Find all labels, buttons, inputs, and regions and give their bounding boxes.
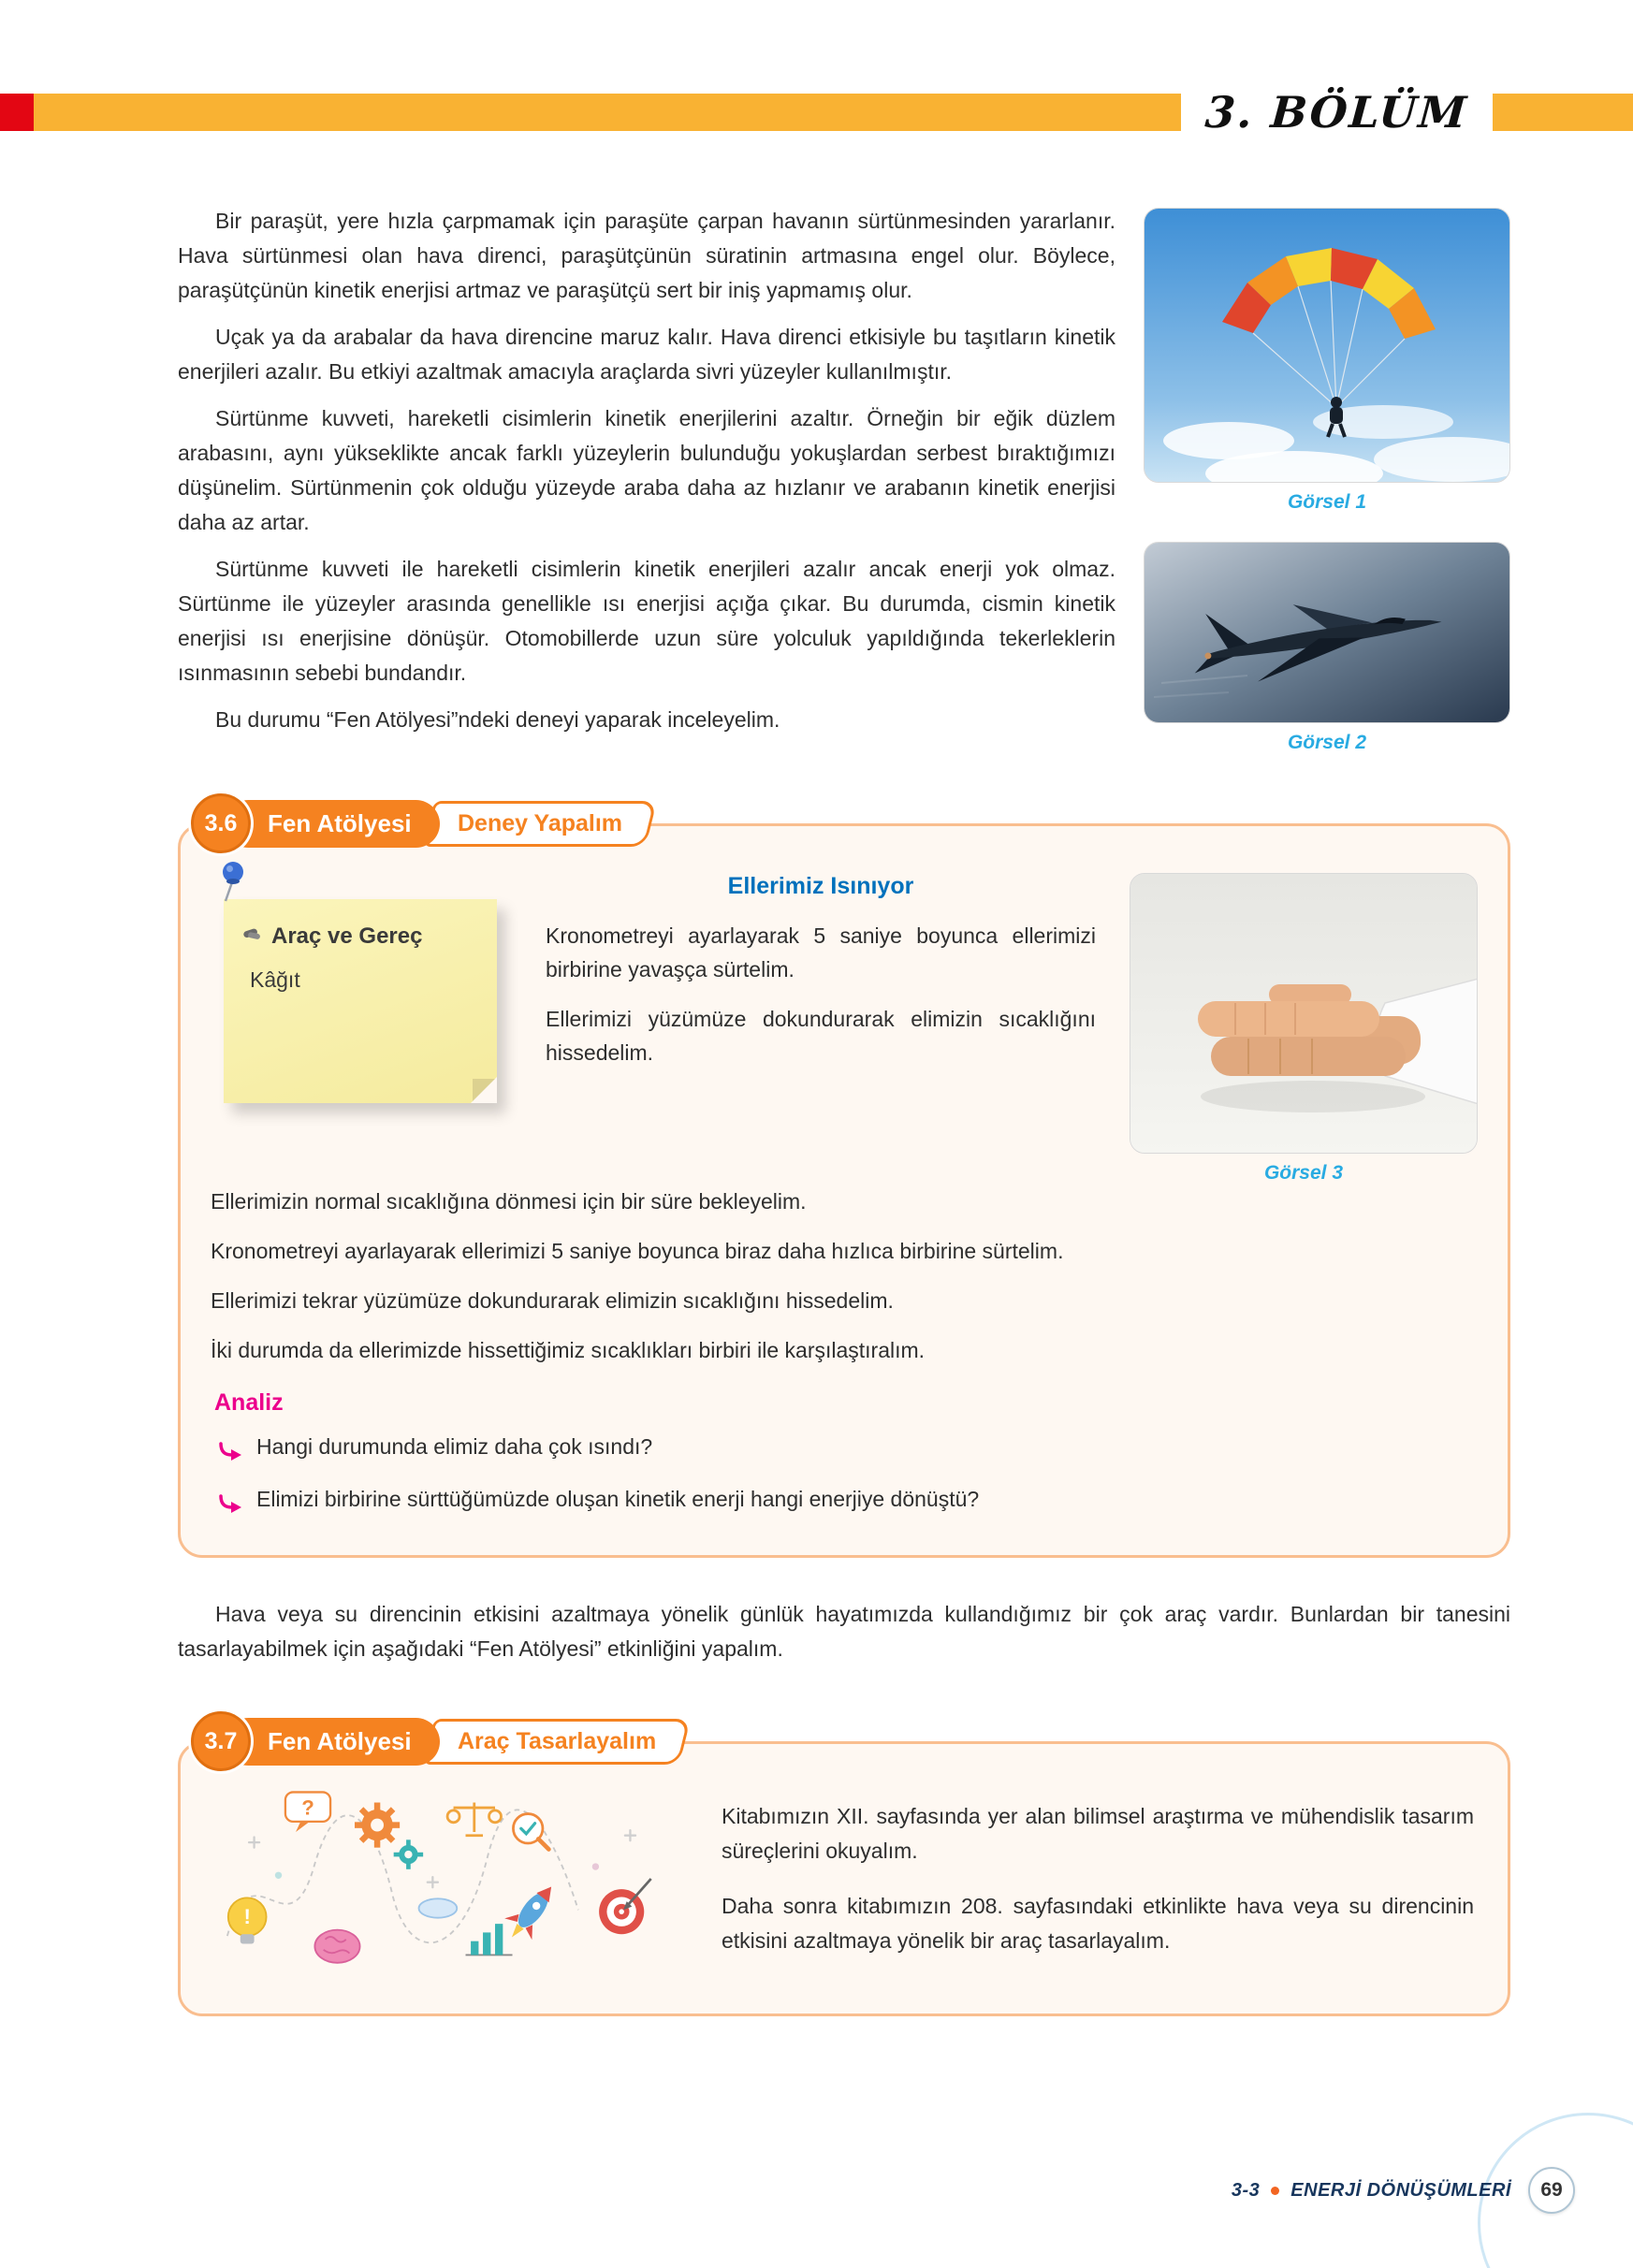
svg-text:!: ! <box>243 1905 251 1929</box>
footer-section-code: 3-3 <box>1231 2179 1261 2201</box>
figure-column <box>1144 208 1510 782</box>
activity-3-6-top-row <box>211 873 1478 1185</box>
curved-arrow-icon <box>218 1437 242 1469</box>
activity-3-7 <box>178 1713 1510 2016</box>
activity-3-7-paragraph: Daha sonra kitabımızın 208. sayfasındaki etkinlikte hava veya su direncinin etkisini azaltmaya yönelik bir araç tasarlayalım. <box>722 1894 1474 1953</box>
activity-number-badge: 3.6 <box>191 793 251 853</box>
experiment-title: Ellerimiz Isınıyor <box>727 873 914 899</box>
red-accent-block <box>0 94 34 131</box>
jet-photo <box>1144 542 1510 723</box>
activity-subtitle-label: Deney Yapalım <box>457 809 622 836</box>
analysis-question-text: Elimizi birbirine sürttüğümüzde oluşan kinetik enerji hangi enerjiye dönüştü? <box>256 1487 980 1511</box>
page-footer <box>1232 2167 1575 2214</box>
footer-section-title: ENERJİ DÖNÜŞÜMLERİ <box>1290 2179 1511 2201</box>
activity-3-7-text <box>722 1799 1474 1958</box>
materials-sticky-note <box>224 899 497 1103</box>
chapter-header <box>0 87 1633 138</box>
svg-text:?: ? <box>301 1796 314 1820</box>
materials-heading: Araç ve Gereç <box>271 923 423 949</box>
analysis-question <box>218 1431 1478 1469</box>
activity-number-badge: 3.7 <box>191 1711 251 1771</box>
material-item: Kâğıt <box>250 967 300 992</box>
footer-bullet-dot <box>1271 2187 1279 2195</box>
figure-2-caption: Görsel 2 <box>1287 732 1367 753</box>
bridge-paragraph: Hava veya su direncinin etkisini azaltmaya yönelik günlük hayatımızda kullandığımız bir çok araç vardır. Bunlardan bir tanesini tasarlayabilmek için aşağıdaki “Fen Atölyesi” etkinliğini yapalım. <box>178 1602 1510 1661</box>
experiment-step: Ellerimizi tekrar yüzümüze dokundurarak elimizin sıcaklığını hissedelim. <box>211 1288 894 1313</box>
experiment-step: Ellerimizin normal sıcaklığına dönmesi için bir süre bekleyelim. <box>211 1189 807 1214</box>
activity-3-7-paragraph: Kitabımızın XII. sayfasında yer alan bilimsel araştırma ve mühendislik tasarım süreçlerini okuyalım. <box>722 1804 1474 1863</box>
design-process-illustration <box>214 1780 682 1978</box>
experiment-step: İki durumda da ellerimizde hissettiğimiz sıcaklıkları birbiri ile karşılaştıralım. <box>211 1338 926 1362</box>
analysis-question-text: Hangi durumunda elimiz daha çok ısındı? <box>256 1434 653 1459</box>
materials-heading-row <box>241 922 480 951</box>
activity-title-pill: Fen Atölyesi <box>225 800 440 848</box>
activity-3-7-box <box>178 1741 1510 2016</box>
figure-1 <box>1144 208 1510 514</box>
pushpin-icon <box>216 860 250 908</box>
paragraph-3: Sürtünme kuvveti, hareketli cisimlerin kinetik enerjilerini azaltır. Örneğin bir eğik düzlem arabasını, aynı yükseklikte ancak farklı yüzeylerin bulunduğu yokuşlardan serbest bıraktığımızı düşünelim. Sürtünmenin çok olduğu yüzeyde araba daha az hızlanır ve arabanın kinetik enerjisi daha az artar. <box>178 406 1115 534</box>
paragraph-4: Sürtünme kuvveti ile hareketli cisimlerin kinetik enerjileri azalır ancak enerji yok olmaz. Sürtünme ile yüzeyler arasında genellikle ısı enerjisi açığa çıkar. Bu durumda, cismin kinetik enerjisi ısı enerjisine dönüşür. Otomobillerde uzun süre yolculuk yapıldığında tekerleklerin ısınmasının sebebi bundandır. <box>178 557 1115 685</box>
hands-photo <box>1130 873 1478 1154</box>
activity-subtitle-tab <box>423 1719 691 1765</box>
chapter-bar-right <box>1493 94 1633 131</box>
figure-3-caption: Görsel 3 <box>1263 1162 1344 1184</box>
experiment-step: Kronometreyi ayarlayarak ellerimizi 5 saniye boyunca biraz daha hızlıca birbirine sürtelim. <box>211 1239 1064 1263</box>
activity-3-6-header <box>191 795 1510 851</box>
figure-1-caption: Görsel 1 <box>1287 491 1367 513</box>
activity-3-7-header <box>191 1713 1510 1769</box>
page-number-badge: 69 <box>1528 2167 1575 2214</box>
activity-title-pill: Fen Atölyesi <box>225 1718 440 1766</box>
paragraph-2: Uçak ya da arabalar da hava direncine maruz kalır. Hava direnci etkisiyle bu taşıtların kinetik enerjileri azalır. Bu etkiyi azaltmak amacıyla araçlarda sivri yüzeyler kullanılmıştır. <box>178 325 1115 384</box>
figure-3 <box>1130 873 1478 1185</box>
analysis-question <box>218 1483 1478 1521</box>
materials-note-column <box>211 873 491 1185</box>
experiment-instructions-column <box>491 873 1130 1185</box>
experiment-step: Kronometreyi ayarlayarak 5 saniye boyunca ellerimizi birbirine yavaşça sürtelim. <box>546 923 1096 981</box>
analysis-heading: Analiz <box>214 1389 284 1416</box>
paragraph-5: Bu durumu “Fen Atölyesi”ndeki deneyi yaparak inceleyelim. <box>215 707 780 732</box>
tools-icon <box>241 922 263 951</box>
parachute-photo <box>1144 208 1510 483</box>
activity-3-6-box <box>178 823 1510 1558</box>
chapter-bar-left <box>34 94 1181 131</box>
activity-3-6 <box>178 795 1510 1558</box>
paragraph-1: Bir paraşüt, yere hızla çarpmamak için paraşüte çarpan havanın sürtünmesinden yararlanır. Hava sürtünmesi olan hava direnci, paraşütçünün süratinin artmasına engel olur. Böylece, paraşütçünün kinetik enerjisi artmaz ve paraşütçü sert bir iniş yapmamış olur. <box>178 209 1115 302</box>
curved-arrow-icon <box>218 1490 242 1521</box>
figure-2 <box>1144 542 1510 754</box>
activity-subtitle-label: Araç Tasarlayalım <box>457 1727 656 1754</box>
chapter-title: 3. BÖLÜM <box>1203 87 1470 138</box>
page-content <box>178 204 1510 2016</box>
activity-subtitle-tab <box>423 801 657 847</box>
experiment-step: Ellerimizi yüzümüze dokundurarak elimizin sıcaklığını hissedelim. <box>546 1007 1096 1065</box>
